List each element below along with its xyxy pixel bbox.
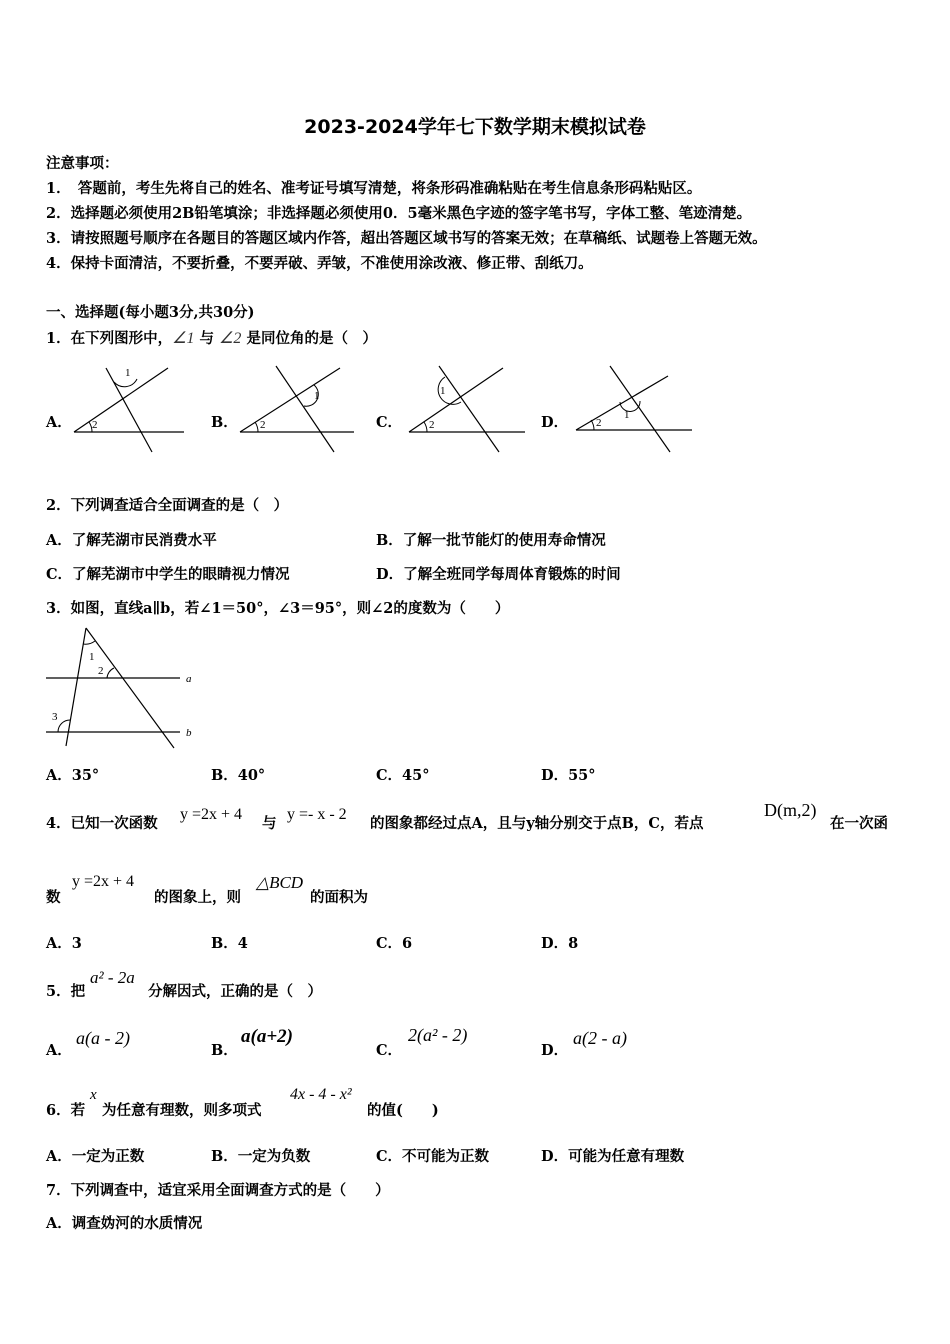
- q1-angle1: ∠1: [172, 330, 195, 347]
- q6-option-a: A．一定为正数: [46, 1148, 145, 1165]
- q5-expression: a² - 2a: [90, 968, 135, 987]
- q1-option-b-label: B．: [211, 414, 238, 431]
- q1-option-d-label: D．: [541, 414, 569, 431]
- angle-label: 2: [596, 417, 602, 429]
- q6-stem-a: 6．若: [46, 1102, 86, 1119]
- q4-line2-a: 数: [46, 889, 61, 906]
- notice-heading: 注意事项：: [46, 155, 119, 172]
- angle-label: 2: [98, 665, 104, 677]
- q4-option-a: A．3: [46, 935, 82, 952]
- section-heading: 一、选择题(每小题3分,共30分): [46, 304, 255, 321]
- q5-option-a-label: A．: [46, 1042, 72, 1059]
- angle-label: 3: [52, 711, 58, 723]
- q2-option-a: A．了解芜湖市民消费水平: [46, 532, 217, 549]
- q5-option-c-expr: 2(a² - 2): [408, 1025, 468, 1045]
- line-label-b: b: [186, 727, 192, 739]
- q3-option-d: D．55°: [541, 767, 596, 784]
- angle-label: 1: [440, 385, 446, 397]
- q3-figure: [40, 622, 210, 752]
- page-title: 2023-2024学年七下数学期末模拟试卷: [304, 116, 646, 138]
- q3-option-b: B．40°: [211, 767, 266, 784]
- q1-stem-c: 是同位角的是（ ）: [241, 330, 377, 347]
- q5-option-d-expr: a(2 - a): [573, 1028, 627, 1048]
- q4-function-1: y =2x + 4: [180, 806, 243, 823]
- q1-stem-b: 与: [194, 330, 220, 347]
- q1-stem-a: 1．在下列图形中，: [46, 330, 173, 347]
- angle-label: 1: [314, 390, 320, 402]
- q6-stem-b: 为任意有理数，则多项式: [102, 1102, 262, 1119]
- angle-label: 1: [624, 409, 630, 421]
- q5-stem-b: 分解因式，正确的是（ ）: [148, 983, 322, 1000]
- q1-figure-d: [572, 362, 697, 457]
- q6-option-c: C．不可能为正数: [376, 1148, 490, 1165]
- q5-option-d-label: D．: [541, 1042, 569, 1059]
- q1-figure-c: [405, 362, 530, 457]
- q4-option-b: B．4: [211, 935, 248, 952]
- notice-item: 2．选择题必须使用2B铅笔填涂；非选择题必须使用0．5毫米黑色字迹的签字笔书写，字体工整、笔迹清楚。: [46, 205, 752, 222]
- q3-option-a: A．35°: [46, 767, 100, 784]
- notice-item: 1． 答题前，考生先将自己的姓名、准考证号填写清楚，将条形码准确粘贴在考生信息条形码粘贴区。: [46, 180, 702, 197]
- angle-label: 2: [92, 419, 98, 431]
- q4-point-d: D(m,2): [764, 800, 817, 820]
- angle-label: 1: [125, 367, 131, 379]
- line-label-a: a: [186, 673, 192, 685]
- q4-line2-c: 的面积为: [310, 889, 368, 906]
- q1-figure-b: [236, 362, 361, 457]
- q4-option-d: D．8: [541, 935, 579, 952]
- q4-line2-b: 的图象上，则: [154, 889, 241, 906]
- q4-option-c: C．6: [376, 935, 413, 952]
- q4-line1-b: 与: [262, 815, 277, 832]
- q1-option-c-label: C．: [376, 414, 403, 431]
- notice-item: 3．请按照题号顺序在各题目的答题区域内作答，超出答题区域书写的答案无效；在草稿纸、试题卷上答题无效。: [46, 230, 767, 247]
- q2-option-c: C．了解芜湖市中学生的眼睛视力情况: [46, 566, 290, 583]
- q1-option-a-label: A．: [46, 414, 72, 431]
- q5-option-b-label: B．: [211, 1042, 238, 1059]
- question-1-stem: [46, 327, 377, 348]
- q4-function-2: y =- x - 2: [287, 806, 347, 823]
- question-2-stem: 2．下列调查适合全面调查的是（ ）: [46, 497, 289, 514]
- q4-line1-c: 的图象都经过点A，且与y轴分别交于点B，C，若点: [370, 815, 704, 832]
- notice-item: 4．保持卡面清洁，不要折叠，不要弄破、弄皱，不准使用涂改液、修正带、刮纸刀。: [46, 255, 593, 272]
- q4-line1-a: 4．已知一次函数: [46, 815, 158, 832]
- q3-option-c: C．45°: [376, 767, 430, 784]
- q6-stem-c: 的值( ): [367, 1102, 439, 1119]
- q7-option-a: A．调查妫河的水质情况: [46, 1215, 203, 1232]
- question-3-stem: 3．如图，直线a∥b，若∠1＝50°，∠3＝95°，则∠2的度数为（ ）: [46, 600, 510, 617]
- q1-figure-a: [70, 362, 190, 457]
- q1-angle2: ∠2: [219, 330, 242, 347]
- question-7-stem: 7．下列调查中，适宜采用全面调查方式的是（ ）: [46, 1182, 390, 1199]
- q5-stem-a: 5．把: [46, 983, 86, 1000]
- q4-line1-d: 在一次函: [830, 815, 888, 832]
- q6-option-d: D．可能为任意有理数: [541, 1148, 685, 1165]
- angle-label: 1: [89, 651, 95, 663]
- q2-option-d: D．了解全班同学每周体育锻炼的时间: [376, 566, 621, 583]
- angle-label: 2: [429, 419, 435, 431]
- angle-label: 2: [260, 419, 266, 431]
- q4-triangle: △BCD: [256, 873, 304, 892]
- q6-polynomial: 4x - 4 - x²: [290, 1086, 352, 1103]
- q5-option-b-expr: a(a+2): [241, 1026, 293, 1047]
- q2-option-b: B．了解一批节能灯的使用寿命情况: [376, 532, 606, 549]
- q6-variable: x: [90, 1087, 97, 1103]
- q5-option-a-expr: a(a - 2): [76, 1028, 130, 1048]
- q4-function-3: y =2x + 4: [72, 873, 135, 890]
- q6-option-b: B．一定为负数: [211, 1148, 311, 1165]
- q5-option-c-label: C．: [376, 1042, 403, 1059]
